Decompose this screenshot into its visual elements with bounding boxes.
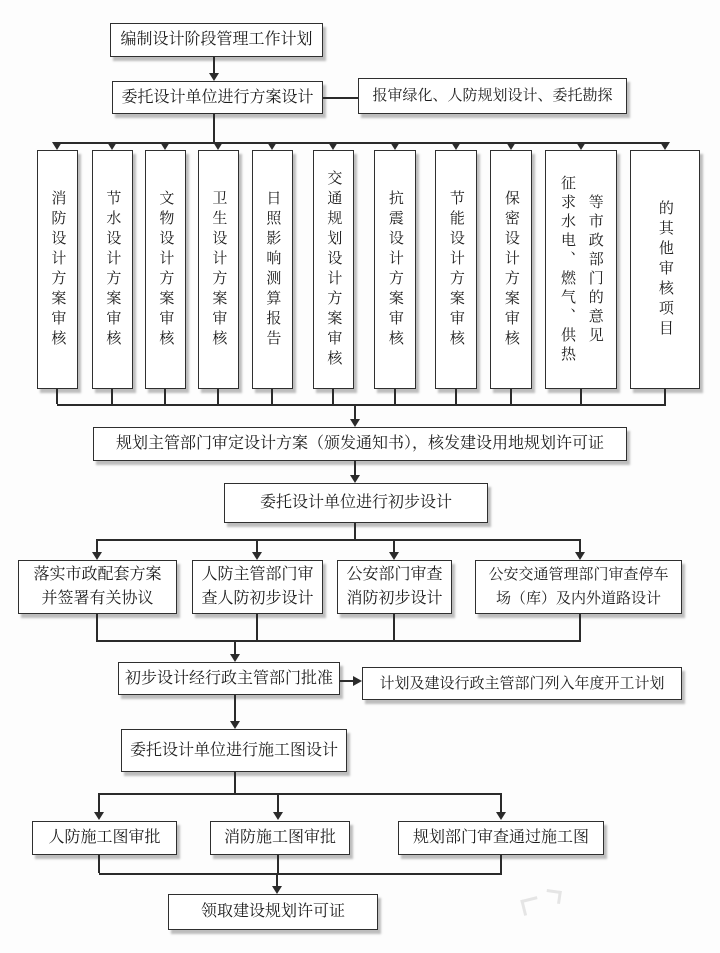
- flow-connector: [57, 142, 666, 144]
- arrow-down-icon: [94, 812, 104, 820]
- flow-connector: [213, 57, 215, 73]
- arrow-down-icon: [252, 552, 262, 560]
- flow-connector: [579, 614, 581, 640]
- arrow-down-icon: [350, 475, 360, 483]
- arrow-down-icon: [209, 73, 219, 81]
- review-label: 抗震设计方案审核: [386, 189, 404, 350]
- flow-connector: [96, 640, 581, 642]
- review-label-col1: 征求水电、燃气、供热: [559, 174, 576, 365]
- review-label: 卫生设计方案审核: [210, 189, 228, 350]
- arrow-down-icon: [273, 812, 283, 820]
- prelim-box-traffic-management: 公安交通管理部门审查停车场（库）及内外道路设计: [475, 560, 682, 614]
- flow-connector: [354, 404, 356, 419]
- review-label: 保密设计方案审核: [502, 189, 520, 350]
- arrow-down-icon: [451, 142, 461, 150]
- flow-connector: [323, 97, 358, 99]
- step-prelim-approval-box: 初步设计经行政主管部门批准: [118, 662, 340, 695]
- flow-connector: [277, 855, 279, 873]
- arrow-down-icon: [52, 142, 62, 150]
- arrow-down-icon: [576, 142, 586, 150]
- flow-connector: [98, 855, 100, 873]
- arrow-down-icon: [390, 142, 400, 150]
- drawing-box-civil-defense: 人防施工图审批: [32, 821, 177, 855]
- arrow-down-icon: [230, 654, 240, 662]
- review-label-col2: 等市政部门的意见: [586, 193, 604, 346]
- flow-connector: [277, 793, 279, 812]
- flow-connector: [234, 772, 236, 793]
- prelim-box-municipal-support: 落实市政配套方案并签署有关协议: [18, 560, 177, 614]
- review-box-traffic-planning: [313, 150, 354, 389]
- review-box-sanitation: [198, 150, 239, 389]
- review-label: 消防设计方案审核: [49, 189, 67, 350]
- flow-connector: [98, 793, 100, 812]
- review-label: 的其他审核项目: [656, 199, 674, 340]
- arrow-down-icon: [160, 142, 170, 150]
- review-box-cultural-relics: [145, 150, 186, 389]
- prelim-box-public-security-fire: 公安部门审查消防初步设计: [337, 560, 452, 614]
- flow-connector: [97, 539, 581, 541]
- arrow-down-icon: [230, 721, 240, 729]
- arrow-down-icon: [272, 886, 282, 894]
- flow-connector: [164, 389, 166, 404]
- flow-connector: [99, 873, 502, 875]
- review-label: 日照影响测算报告: [264, 189, 282, 350]
- flow-connector: [256, 539, 258, 552]
- review-label: 节水设计方案审核: [104, 189, 122, 350]
- flow-connector: [354, 523, 356, 539]
- flow-connector: [57, 404, 666, 406]
- flow-connector: [500, 855, 502, 873]
- review-box-fire: [37, 150, 78, 389]
- flow-connector: [354, 461, 356, 475]
- flow-connector: [56, 389, 58, 404]
- flow-connector: [217, 389, 219, 404]
- review-box-municipal-opinions: [545, 150, 617, 389]
- review-box-water-saving: [92, 150, 133, 389]
- flow-connector: [256, 614, 258, 640]
- flow-connector: [111, 389, 113, 404]
- arrow-down-icon: [267, 142, 277, 150]
- review-label: 节能设计方案审核: [447, 189, 465, 350]
- flow-connector: [393, 614, 395, 640]
- review-box-confidentiality: [490, 150, 532, 389]
- review-box-sunlight: [252, 150, 293, 389]
- step-obtain-permit-box: 领取建设规划许可证: [168, 894, 378, 930]
- flow-connector: [393, 539, 395, 552]
- drawing-box-planning-dept: 规划部门审查通过施工图: [398, 821, 604, 855]
- review-label: 文物设计方案审核: [157, 189, 175, 350]
- step-scheme-design-box: 委托设计单位进行方案设计: [112, 81, 323, 114]
- drawing-box-fire: 消防施工图审批: [210, 821, 350, 855]
- arrow-down-icon: [328, 142, 338, 150]
- flow-connector: [276, 873, 278, 886]
- flow-connector: [234, 640, 236, 654]
- arrow-down-icon: [213, 142, 223, 150]
- arrow-down-icon: [575, 552, 585, 560]
- arrow-down-icon: [92, 552, 102, 560]
- arrow-down-icon: [389, 552, 399, 560]
- flow-connector: [394, 389, 396, 404]
- flow-connector: [332, 389, 334, 404]
- prelim-box-civil-defense: 人防主管部门审查人防初步设计: [192, 560, 323, 614]
- review-box-other-items: [630, 150, 700, 389]
- arrow-down-icon: [660, 142, 670, 150]
- arrow-right-icon: [353, 676, 362, 686]
- flow-connector: [99, 793, 502, 795]
- step-approve-scheme-box: 规划主管部门审定设计方案（颁发通知书），核发建设用地规划许可证: [93, 427, 627, 461]
- arrow-down-icon: [107, 142, 117, 150]
- step-working-drawing-box: 委托设计单位进行施工图设计: [121, 729, 347, 772]
- scheme-design-note-box: 报审绿化、人防规划设计、委托勘探: [358, 78, 627, 114]
- flow-connector: [96, 614, 98, 640]
- review-box-seismic: [374, 150, 416, 389]
- watermark-artifact: [520, 888, 580, 924]
- flow-connector: [234, 695, 236, 721]
- flow-connector: [580, 389, 582, 404]
- flow-connector: [340, 680, 353, 682]
- flow-connector: [271, 389, 273, 404]
- flow-connector: [579, 539, 581, 552]
- arrow-down-icon: [350, 419, 360, 427]
- flow-connector: [213, 114, 215, 142]
- flow-connector: [664, 389, 666, 404]
- review-label: 交通规划设计方案审核: [325, 169, 343, 370]
- flow-connector: [510, 389, 512, 404]
- flow-connector: [500, 793, 502, 812]
- step-compile-plan-box: 编制设计阶段管理工作计划: [110, 23, 323, 57]
- flow-connector: [96, 539, 98, 552]
- annual-plan-note-box: 计划及建设行政主管部门列入年度开工计划: [362, 667, 682, 700]
- arrow-down-icon: [496, 812, 506, 820]
- arrow-down-icon: [506, 142, 516, 150]
- step-preliminary-design-box: 委托设计单位进行初步设计: [224, 483, 488, 523]
- flow-connector: [455, 389, 457, 404]
- review-box-energy-saving: [435, 150, 477, 389]
